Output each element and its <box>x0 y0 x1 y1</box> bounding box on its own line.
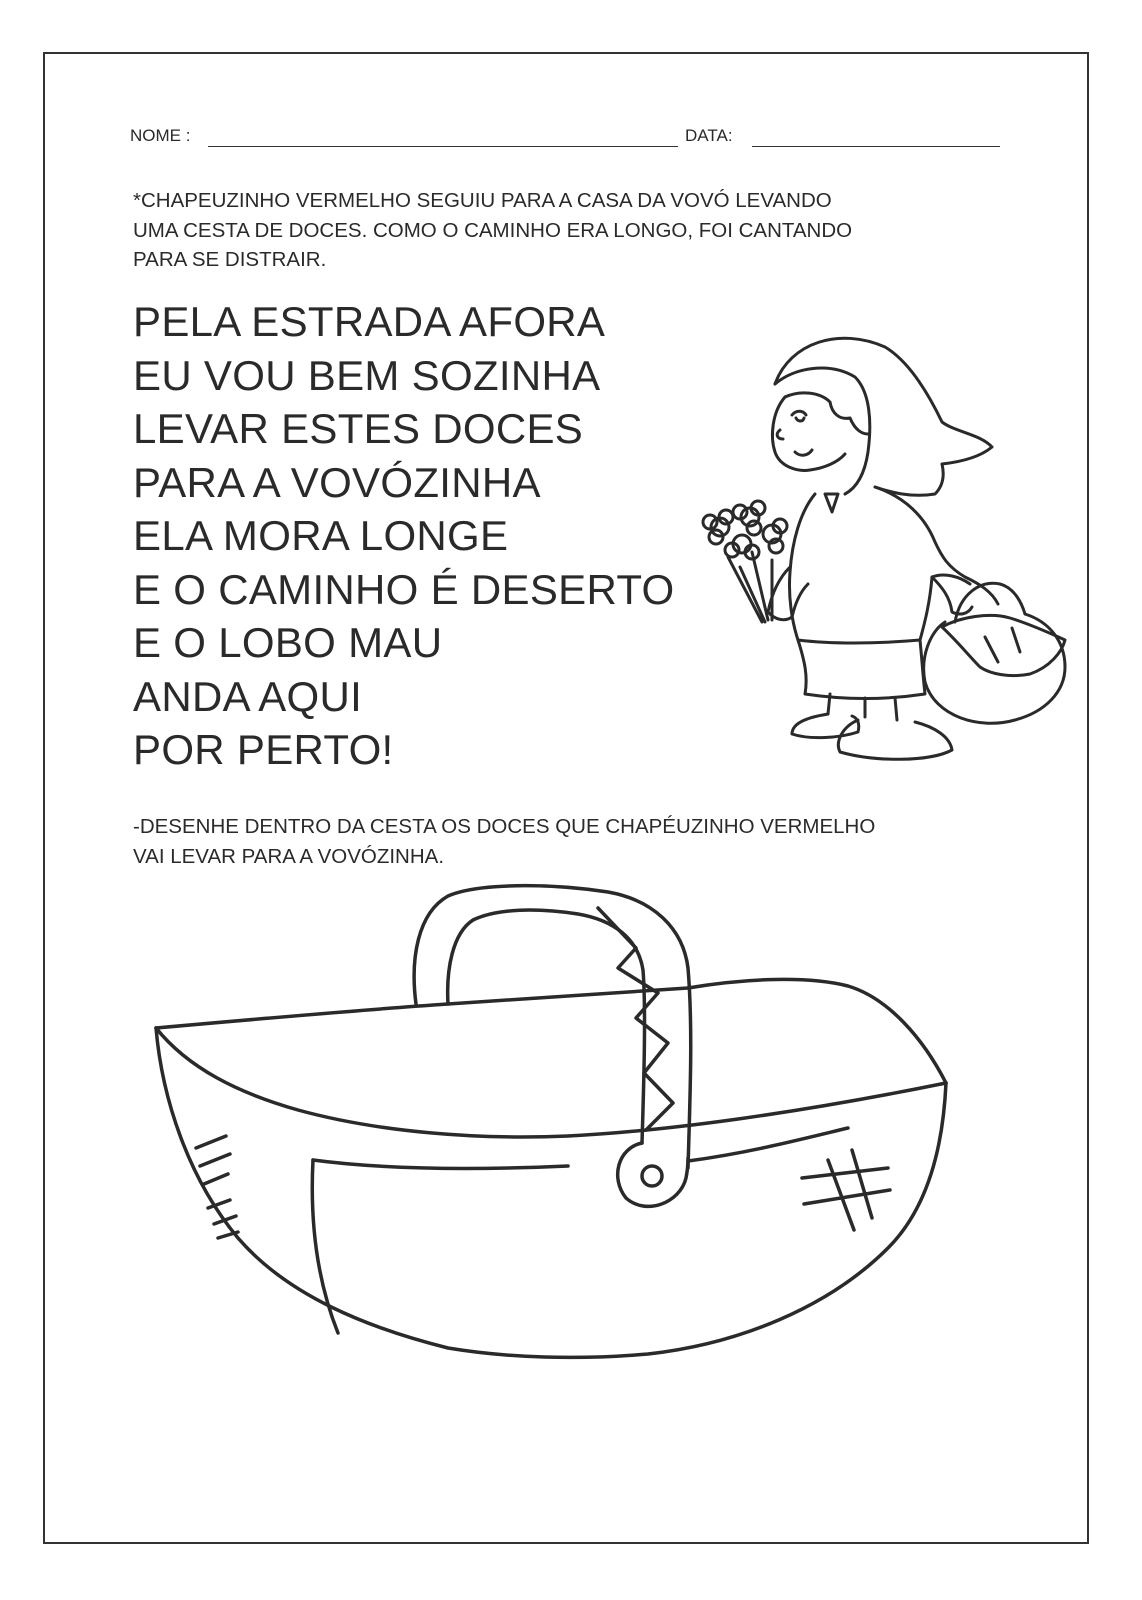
lyric-line: PARA A VOVÓZINHA <box>133 458 541 506</box>
instruction-line: -DESENHE DENTRO DA CESTA OS DOCES QUE CHAPÉUZINHO VERMELHO <box>133 815 876 838</box>
little-red-riding-hood-illustration <box>680 322 1090 782</box>
basket-illustration[interactable] <box>148 878 958 1388</box>
song-lyrics <box>133 295 675 777</box>
lyric-line: E O LOBO MAU <box>133 619 443 666</box>
lyric-line: PELA ESTRADA AFORA <box>133 298 606 345</box>
name-date-header <box>130 122 1025 150</box>
intro-line: PARA SE DISTRAIR. <box>133 248 327 271</box>
instruction-line: VAI LEVAR PARA A VOVÓZINHA. <box>133 845 445 868</box>
lyric-line: ANDA AQUI <box>133 672 363 720</box>
lyric-line: LEVAR ESTES DOCES <box>133 405 584 452</box>
lyric-line: POR PERTO! <box>133 726 394 773</box>
lyric-line: EU VOU BEM SOZINHA <box>133 351 601 399</box>
drawing-instruction <box>133 812 1063 872</box>
date-label: DATA: <box>685 126 733 145</box>
intro-line: UMA CESTA DE DOCES. COMO O CAMINHO ERA LONGO, FOI CANTANDO <box>133 218 853 242</box>
lyric-line: E O CAMINHO É DESERTO <box>133 565 675 613</box>
intro-line: *CHAPEUZINHO VERMELHO SEGUIU PARA A CASA DA VOVÓ LEVANDO <box>133 189 832 212</box>
name-label: NOME : <box>130 126 191 145</box>
lyric-line: ELA MORA LONGE <box>133 512 509 559</box>
intro-text <box>133 186 1033 275</box>
name-field-line[interactable] <box>208 146 678 147</box>
date-field-line[interactable] <box>752 146 1000 147</box>
